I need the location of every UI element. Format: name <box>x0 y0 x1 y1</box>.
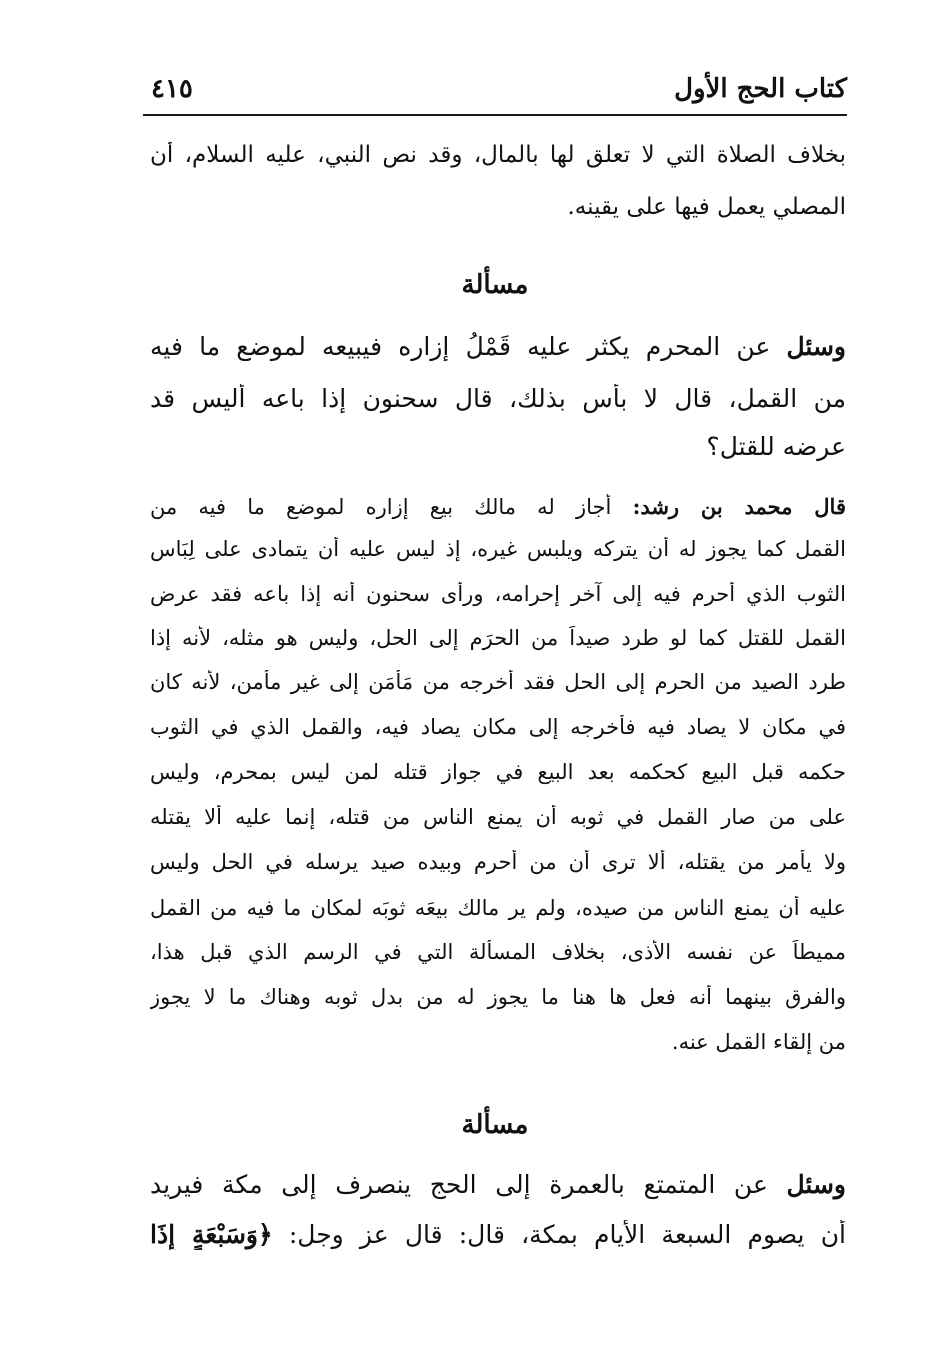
question-line: عرضه للقتل؟ <box>706 432 846 461</box>
answer-line: طرد الصيد من الحرم إلى الحل فقد أخرجه من مَأْمَنٍ إلى غير مأمن، لأنه كان <box>150 670 846 694</box>
question-lead: وسئل <box>786 1170 846 1199</box>
question-text: عن المحرم يكثر عليه قَمْلُ إزاره فيبيعه لموضع ما فيه <box>150 332 771 361</box>
answer-line <box>150 494 846 520</box>
question-text: أن يصوم السبعة الأيام بمكة، قال: قال عز وجل: <box>288 1220 846 1249</box>
question-line <box>150 1170 846 1200</box>
question-lead: وسئل <box>786 332 846 361</box>
answer-line: القمل للقتل كما لو طرد صيداً من الحرَم إلى الحل، وليس هو مثله، لأنه إذا <box>150 626 846 650</box>
answer-line: القمل كما يجوز له أن يتركه ويلبس غيره، إذ ليس عليه أن يتمادى على لِبَاس <box>150 537 846 561</box>
intro-line: المصلي يعمل فيها على يقينه. <box>567 194 846 220</box>
answer-lead: قال محمد بن رشد: <box>632 494 846 519</box>
question-text: عن المتمتع بالعمرة إلى الحج ينصرف إلى مكة فيريد <box>150 1170 768 1199</box>
page-header <box>143 66 847 116</box>
section-heading: مسألة <box>461 270 529 300</box>
running-title: كتاب الحج الأول <box>674 74 847 104</box>
answer-line: حكمه قبل البيع كحكمه بعد البيع في جواز قتله لمن ليس بمحرم، وليس <box>150 760 846 784</box>
intro-line: بخلاف الصلاة التي لا تعلق لها بالمال، وقد نص النبي، عليه السلام، أن <box>150 142 846 168</box>
answer-line: في مكان لا يصاد فيه فأخرجه إلى مكان يصاد فيه، والقمل الذي في الثوب <box>150 715 846 739</box>
answer-text: أجاز له مالك بيع إزاره لموضع ما فيه من <box>150 495 612 519</box>
question-line: من القمل، قال لا بأس بذلك، قال سحنون إذا باعه أليس قد <box>150 384 846 413</box>
page-number: ٤١٥ <box>151 74 193 104</box>
answer-line: على من صار القمل في ثوبه أن يمنع الناس من قتله، إنما عليه ألا يقتله <box>150 805 846 829</box>
question-line <box>150 1220 846 1250</box>
answer-line: والفرق بينهما أنه فعل ها هنا ما يجوز له من بدل ثوبه وهناك ما لا يجوز <box>150 985 846 1009</box>
answer-line: عليه أن يمنع الناس من صيده، ولم ير مالك بيعَه ثوبَه لمكان ما فيه من القمل <box>150 896 846 920</box>
answer-line: ولا يأمر من يقتله، ألا ترى أن من أحرم وبيده صيد يرسله في الحل وليس <box>150 850 846 874</box>
answer-line: من إلقاء القمل عنه. <box>671 1030 846 1054</box>
header-rule <box>143 114 847 116</box>
question-line <box>150 332 846 362</box>
section-heading: مسألة <box>461 1110 529 1140</box>
answer-line: مميطاً عن نفسه الأذى، بخلاف المسألة التي في الرسم الذي قبل هذا، <box>150 940 846 964</box>
quran-fragment: ﴿وَسَبْعَةٍ إِذَا <box>150 1220 273 1249</box>
answer-line: الثوب الذي أحرم فيه إلى آخر إحرامه، ورأى سحنون أنه إذا باعه فقد عرض <box>150 582 846 606</box>
